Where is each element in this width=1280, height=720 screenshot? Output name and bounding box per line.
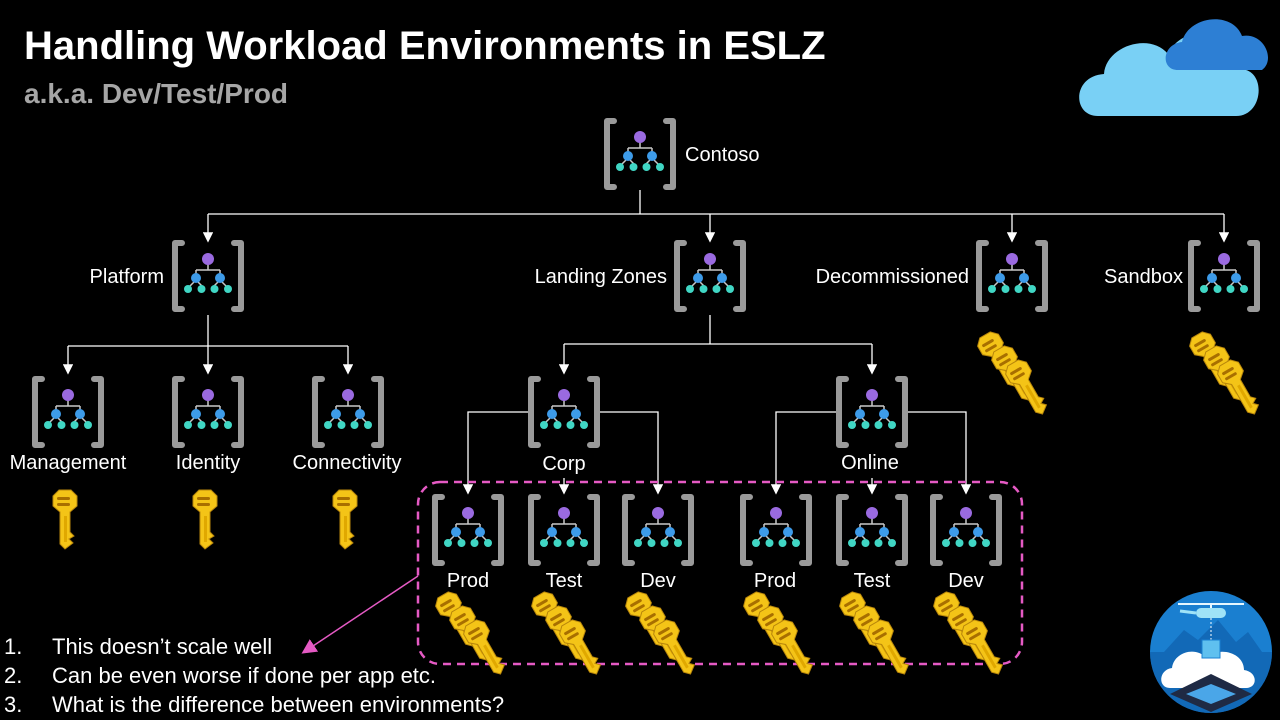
node-label-online: Online [841, 452, 899, 474]
list-item-text: Can be even worse if done per app etc. [52, 663, 437, 688]
online-mg-icon [839, 379, 905, 445]
landing-zones-mg-icon [677, 243, 743, 309]
corp-test-mg-icon [531, 497, 597, 563]
node-label-connectivity: Connectivity [292, 452, 402, 474]
online-prod-keys-icon [741, 589, 819, 680]
sandbox-keys-icon [1187, 329, 1265, 420]
node-label-corp: Corp [542, 453, 586, 475]
management-key-icon [53, 490, 77, 549]
node-label-decommissioned: Decommissioned [815, 266, 969, 288]
helicopter-badge-icon [1150, 591, 1272, 713]
node-label-online-dev: Dev [948, 570, 984, 592]
node-label-online-prod: Prod [753, 570, 797, 592]
online-test-keys-icon [837, 589, 915, 680]
node-label-contoso: Contoso [685, 144, 760, 166]
online-dev-mg-icon [933, 497, 999, 563]
corp-dev-mg-icon [625, 497, 691, 563]
list-item [4, 661, 504, 690]
connectivity-mg-icon [315, 379, 381, 445]
sandbox-mg-icon [1191, 243, 1257, 309]
platform-mg-icon [175, 243, 241, 309]
contoso-mg-icon [607, 121, 673, 187]
node-label-corp-dev: Dev [640, 570, 676, 592]
online-test-mg-icon [839, 497, 905, 563]
list-item-number: 2. [4, 663, 23, 688]
page-title: Handling Workload Environments in ESLZ [24, 24, 826, 68]
list-item [4, 632, 504, 661]
corp-test-keys-icon [529, 589, 607, 680]
node-label-corp-prod: Prod [446, 570, 490, 592]
list-item-number: 3. [4, 692, 23, 717]
node-label-identity: Identity [175, 452, 241, 474]
node-label-sandbox: Sandbox [1104, 266, 1183, 288]
online-prod-mg-icon [743, 497, 809, 563]
corp-mg-icon [531, 379, 597, 445]
node-label-online-test: Test [853, 570, 891, 592]
identity-key-icon [193, 490, 217, 549]
node-label-management: Management [9, 452, 127, 474]
list-item-text: This doesn’t scale well [52, 634, 273, 659]
decommissioned-mg-icon [979, 243, 1045, 309]
management-mg-icon [35, 379, 101, 445]
decommissioned-keys-icon [975, 329, 1053, 420]
corp-prod-mg-icon [435, 497, 501, 563]
list-item [4, 690, 504, 719]
notes-list [4, 632, 504, 719]
online-dev-keys-icon [931, 589, 1009, 680]
node-label-landing-zones: Landing Zones [534, 266, 667, 288]
node-label-platform: Platform [89, 266, 164, 288]
cloud-icon [1079, 19, 1268, 116]
connectivity-key-icon [333, 490, 357, 549]
corp-dev-keys-icon [623, 589, 701, 680]
list-item-text: What is the difference between environments? [52, 692, 505, 717]
list-item-number: 1. [4, 634, 23, 659]
page-subtitle: a.k.a. Dev/Test/Prod [24, 78, 289, 109]
node-label-corp-test: Test [545, 570, 583, 592]
identity-mg-icon [175, 379, 241, 445]
